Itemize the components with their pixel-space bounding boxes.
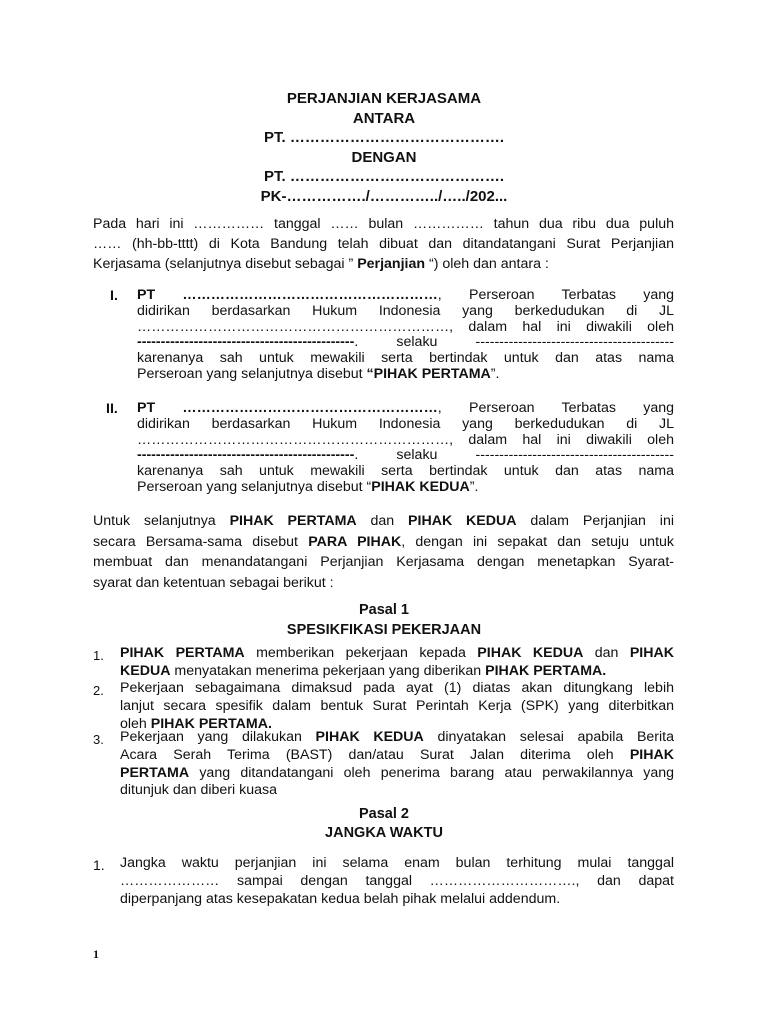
text-run: Perseroan yang selanjutnya disebut “ [137,478,372,495]
party-first-clause [137,288,674,383]
text-run: , Perseroan Terbatas yang [437,287,674,303]
closing-paragraph [93,512,674,594]
text-run: secara Bersama-sama disebut [93,533,309,550]
text-run: . selaku ------------------------------------------ [354,447,674,464]
section-subtitle: SPESIKFIKASI PEKERJAAN [286,622,482,638]
list-item [120,855,674,908]
text-line: karenanya sah untuk mewakili serta bertindak untuk dan atas nama [137,463,674,480]
text-run: “) oleh dan antara : [425,256,549,272]
text-run: dan [583,645,630,661]
text-line: Jangka waktu perjanjian ini selama enam bulan terhitung mulai tanggal [120,855,674,871]
text-run: ”. [490,365,500,382]
text-line: …… (hh-bb-tttt) di Kota Bandung telah dibuat dan ditandatangani Surat Perjanjian [93,236,674,252]
document-title-block [0,89,768,207]
text-run: Perseroan yang selanjutnya disebut [137,365,367,382]
text-line: didirikan berdasarkan Hukum Indonesia yang berkedudukan di JL [137,302,674,319]
title-line: PT. ……………………………………. [263,168,504,186]
text-line: Pekerjaan sebagaimana dimaksud pada ayat (1) diatas akan ditungkang lebih [120,680,674,696]
party-designation: PIHAK KEDUA [371,478,470,495]
section-title: Pasal 1 [359,602,409,618]
text-line: lanjut secara spesifik dalam bentuk Surat Perintah Kerja (SPK) yang diterbitkan [120,697,674,714]
party-designation: PIHAK PERTAMA. [150,715,272,732]
text-run: menyatakan menerima pekerjaan yang diberikan [170,662,486,679]
text-line: diperpanjang atas kesepakatan kedua belah pihak melalui addendum. [120,890,561,907]
text-run: dan [356,513,409,529]
representative-placeholder: ---------------------------------------------- [137,334,355,351]
title-line: DENGAN [351,148,417,166]
list-number: 1. [93,648,104,663]
party-designation: PIHAK PERTAMA [229,513,357,529]
section-subtitle: JANGKA WAKTU [325,825,443,841]
text-run: Untuk selanjutnya [93,513,230,529]
text-line: …………………………………………………………, dalam hal ini diwakili oleh [137,318,674,335]
defined-term: Perjanjian [357,256,426,272]
title-line: PERJANJIAN KERJASAMA [286,90,482,107]
text-line: didirikan berdasarkan Hukum Indonesia yang berkedudukan di JL [137,415,674,432]
text-run: oleh [120,715,151,732]
text-line: Pada hari ini …………… tanggal …… bulan …………… tahun dua ribu dua puluh [93,216,674,232]
party-marker: I. [110,288,118,304]
text-line: …………………………………………………………, dalam hal ini diwakili oleh [137,431,674,448]
text-line [93,512,674,533]
list-number: 1. [93,857,105,873]
text-run: , Perseroan Terbatas yang [437,400,674,416]
text-line [137,335,674,351]
party-designation: “PIHAK PERTAMA [366,365,491,382]
title-line: PT. ……………………………………. [263,129,504,147]
title-line: PK-……………./…………../…../202... [260,187,508,205]
title-line: ANTARA [352,109,416,127]
text-run: Kerjasama (selanjutnya disebut sebagai ” [93,256,358,272]
text-line [120,729,674,747]
text-line [137,367,674,383]
text-run: memberikan pekerjaan kepada [244,645,478,661]
list-item [120,645,674,681]
representative-placeholder: ---------------------------------------------- [137,447,355,464]
text-line: ………………… sampai dengan tanggal …………………………., dan dapat [120,872,674,889]
text-line [120,765,674,783]
party-designation: KEDUA [120,662,171,679]
section-title: Pasal 2 [359,806,409,822]
text-line: membuat dan menandatangani Perjanjian Kerjasama dengan menetapkan Syarat- [93,554,674,570]
text-line [120,645,674,663]
list-item [120,680,674,733]
intro-paragraph [93,215,674,275]
text-line [93,255,674,275]
party-designation: PIHAK [629,645,674,661]
party-designation: PIHAK KEDUA [315,729,424,745]
text-line [120,747,674,765]
list-number: 3. [93,732,104,747]
text-run: yang ditandatangani oleh penerima barang atau perwakilannya yang [189,764,674,781]
party-second-clause [137,401,674,496]
text-run: dalam Perjanjian ini [516,513,674,529]
party-designation: PIHAK [629,746,674,763]
text-run: , dengan ini sepakat dan setuju untuk [401,533,675,550]
text-run: Acara Serah Terima (BAST) dan/atau Surat Jalan diterima oleh [120,746,630,763]
text-line [93,533,674,554]
page-number: 1 [93,947,99,961]
text-run: dinyatakan selesai apabila Berita [423,729,675,745]
company-placeholder: PT ……………………………………………… [137,400,438,416]
party-designation: PIHAK KEDUA [477,645,584,661]
list-item [120,729,674,800]
party-designation: PIHAK PERTAMA [120,645,245,661]
list-number: 2. [93,683,104,698]
company-placeholder: PT ……………………………………………… [137,287,438,303]
text-run: . selaku ------------------------------------------ [354,334,674,351]
text-line [137,448,674,464]
text-line: ditunjuk dan diberi kuasa [120,782,277,799]
party-designation: PARA PIHAK [308,533,402,550]
text-line [137,480,674,496]
text-line [137,401,674,417]
party-designation: PIHAK KEDUA [408,513,517,529]
party-designation: PERTAMA [120,764,190,781]
text-line: karenanya sah untuk mewakili serta bertindak untuk dan atas nama [137,350,674,367]
text-run: Pekerjaan yang dilakukan [120,729,316,745]
text-line: syarat dan ketentuan sebagai berikut : [93,574,334,591]
party-marker: II. [106,401,118,417]
text-line [120,663,674,681]
text-line [137,288,674,304]
text-run: ”. [469,478,479,495]
party-designation: PIHAK PERTAMA. [485,662,607,679]
